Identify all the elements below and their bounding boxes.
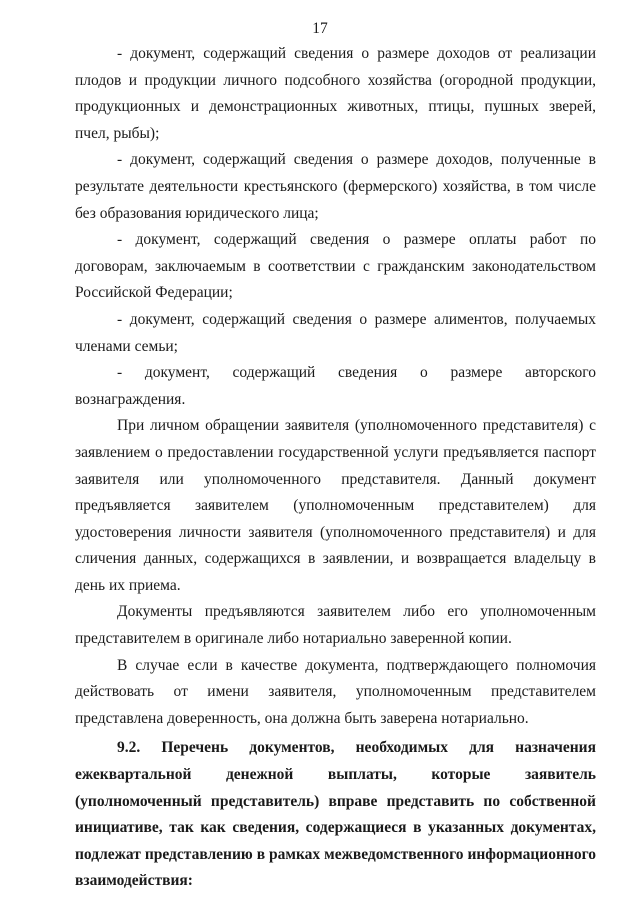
paragraph-power-of-attorney: В случае если в качестве документа, подтверждающего полномочия действовать от имени заявителя, уполномоченным представителем представлена доверенность, она должна быть заверена нотариально.: [75, 656, 596, 727]
page-number: 17: [312, 20, 328, 37]
list-item-alimony: - документ, содержащий сведения о размере алиментов, получаемых членами семьи;: [75, 310, 596, 355]
list-item-author-fee: - документ, содержащий сведения о размере авторского вознаграждения.: [75, 364, 596, 408]
document-body: [75, 41, 596, 895]
list-item-contract-payment: - документ, содержащий сведения о размере оплаты работ по договорам, заключаемым в соответствии с гражданским законодательством Российской Федерации;: [75, 231, 596, 302]
paragraph-document-originals: Документы предъявляются заявителем либо его уполномоченным представителем в оригинале либо нотариально заверенной копии.: [75, 603, 596, 648]
list-item-peasant-farm-income: - документ, содержащий сведения о размере доходов, полученные в результате деятельности крестьянского (фермерского) хозяйства, в том числе без образования юридического лица;: [75, 151, 596, 222]
section-heading-9-2: 9.2. Перечень документов, необходимых для назначения ежеквартальной денежной выплаты, которые заявитель (уполномоченный представитель) вправе представить по собственной инициативе, так как сведения, содержащиеся в указанных документах, подлежат представлению в рамках межведомственного информационного взаимодействия:: [75, 739, 596, 890]
paragraph-passport-presentation: При личном обращении заявителя (уполномоченного представителя) с заявлением о предоставлении государственной услуги предъявляется паспорт заявителя или уполномоченного представителя. Данный документ предъявляется заявителем (уполномоченным представителем) для удостоверения личности заявителя (уполномоченного представителя) и для сличения данных, содержащихся в заявлении, и возвращается владельцу в день их приема.: [75, 417, 596, 594]
list-item-subsidiary-farm-income: - документ, содержащий сведения о размере доходов от реализации плодов и продукции личного подсобного хозяйства (огородной продукции, продукционных и демонстрационных животных, птицы, пушных зверей, пчел, рыбы);: [75, 45, 596, 142]
